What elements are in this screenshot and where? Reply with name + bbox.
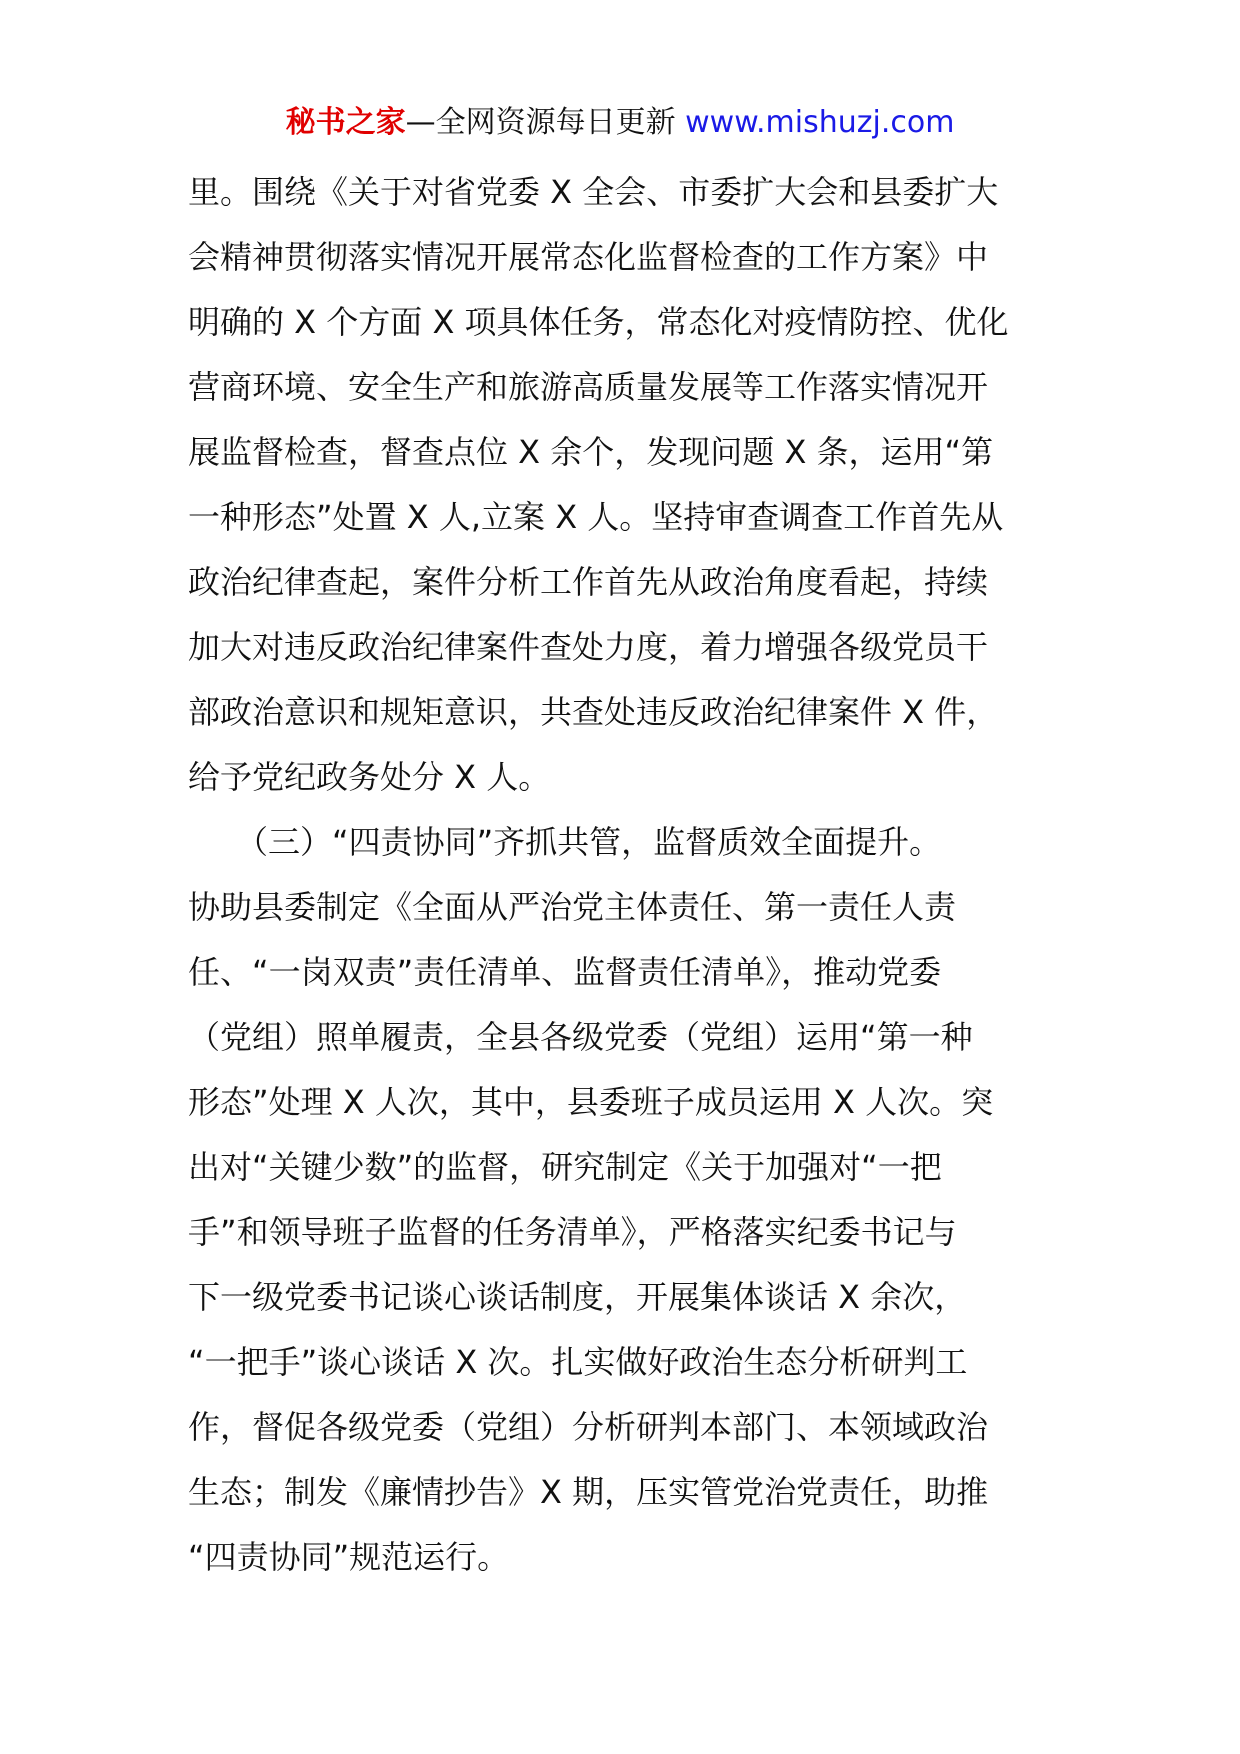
text-line: 会精神贯彻落实情况开展常态化监督检查的工作方案》中 xyxy=(188,238,989,276)
page-header xyxy=(0,100,1240,146)
section-heading-line: （三）“四责协同”齐抓共管，监督质效全面提升。 xyxy=(188,823,942,861)
text-line: “一把手”谈心谈话 X 次。扎实做好政治生态分析研判工 xyxy=(188,1343,968,1381)
text-line: 作，督促各级党委（党组）分析研判本部门、本领域政治 xyxy=(188,1408,989,1446)
text-line: 一种形态”处置 X 人,立案 X 人。坚持审查调查工作首先从 xyxy=(188,498,1004,536)
text-line: （党组）照单履责，全县各级党委（党组）运用“第一种 xyxy=(188,1018,973,1056)
text-line: 里。围绕《关于对省党委 X 全会、市委扩大会和县委扩大 xyxy=(188,173,999,211)
text-line: 出对“关键少数”的监督，研究制定《关于加强对“一把 xyxy=(188,1148,942,1186)
text-line: 营商环境、安全生产和旅游高质量发展等工作落实情况开 xyxy=(188,368,989,406)
text-line: “四责协同”规范运行。 xyxy=(188,1538,510,1576)
text-line: 给予党纪政务处分 X 人。 xyxy=(188,758,551,796)
text-line: 部政治意识和规矩意识，共查处违反政治纪律案件 X 件， xyxy=(188,693,999,731)
website-link[interactable]: www.mishuzj.com xyxy=(685,105,955,140)
text-line: 展监督检查，督查点位 X 余个，发现问题 X 条，运用“第 xyxy=(188,433,994,471)
text-line: 手”和领导班子监督的任务清单》，严格落实纪委书记与 xyxy=(188,1213,957,1251)
header-slogan: —全网资源每日更新 xyxy=(405,105,686,140)
text-line: 协助县委制定《全面从严治党主体责任、第一责任人责 xyxy=(188,888,957,926)
text-line: 生态；制发《廉情抄告》X 期，压实管党治党责任，助推 xyxy=(188,1473,989,1511)
paragraph-1 xyxy=(188,160,1058,810)
text-line: 加大对违反政治纪律案件查处力度，着力增强各级党员干 xyxy=(188,628,989,666)
document-body xyxy=(188,160,1058,1590)
text-line: 政治纪律查起，案件分析工作首先从政治角度看起，持续 xyxy=(188,563,989,601)
brand-name: 秘书之家 xyxy=(285,105,406,140)
text-line: 明确的 X 个方面 X 项具体任务，常态化对疫情防控、优化 xyxy=(188,303,1009,341)
text-line: 任、“一岗双责”责任清单、监督责任清单》，推动党委 xyxy=(188,953,942,991)
text-line: 下一级党委书记谈心谈话制度，开展集体谈话 X 余次， xyxy=(188,1278,967,1316)
paragraph-2 xyxy=(188,810,1058,1590)
text-line: 形态”处理 X 人次，其中，县委班子成员运用 X 人次。突 xyxy=(188,1083,994,1121)
